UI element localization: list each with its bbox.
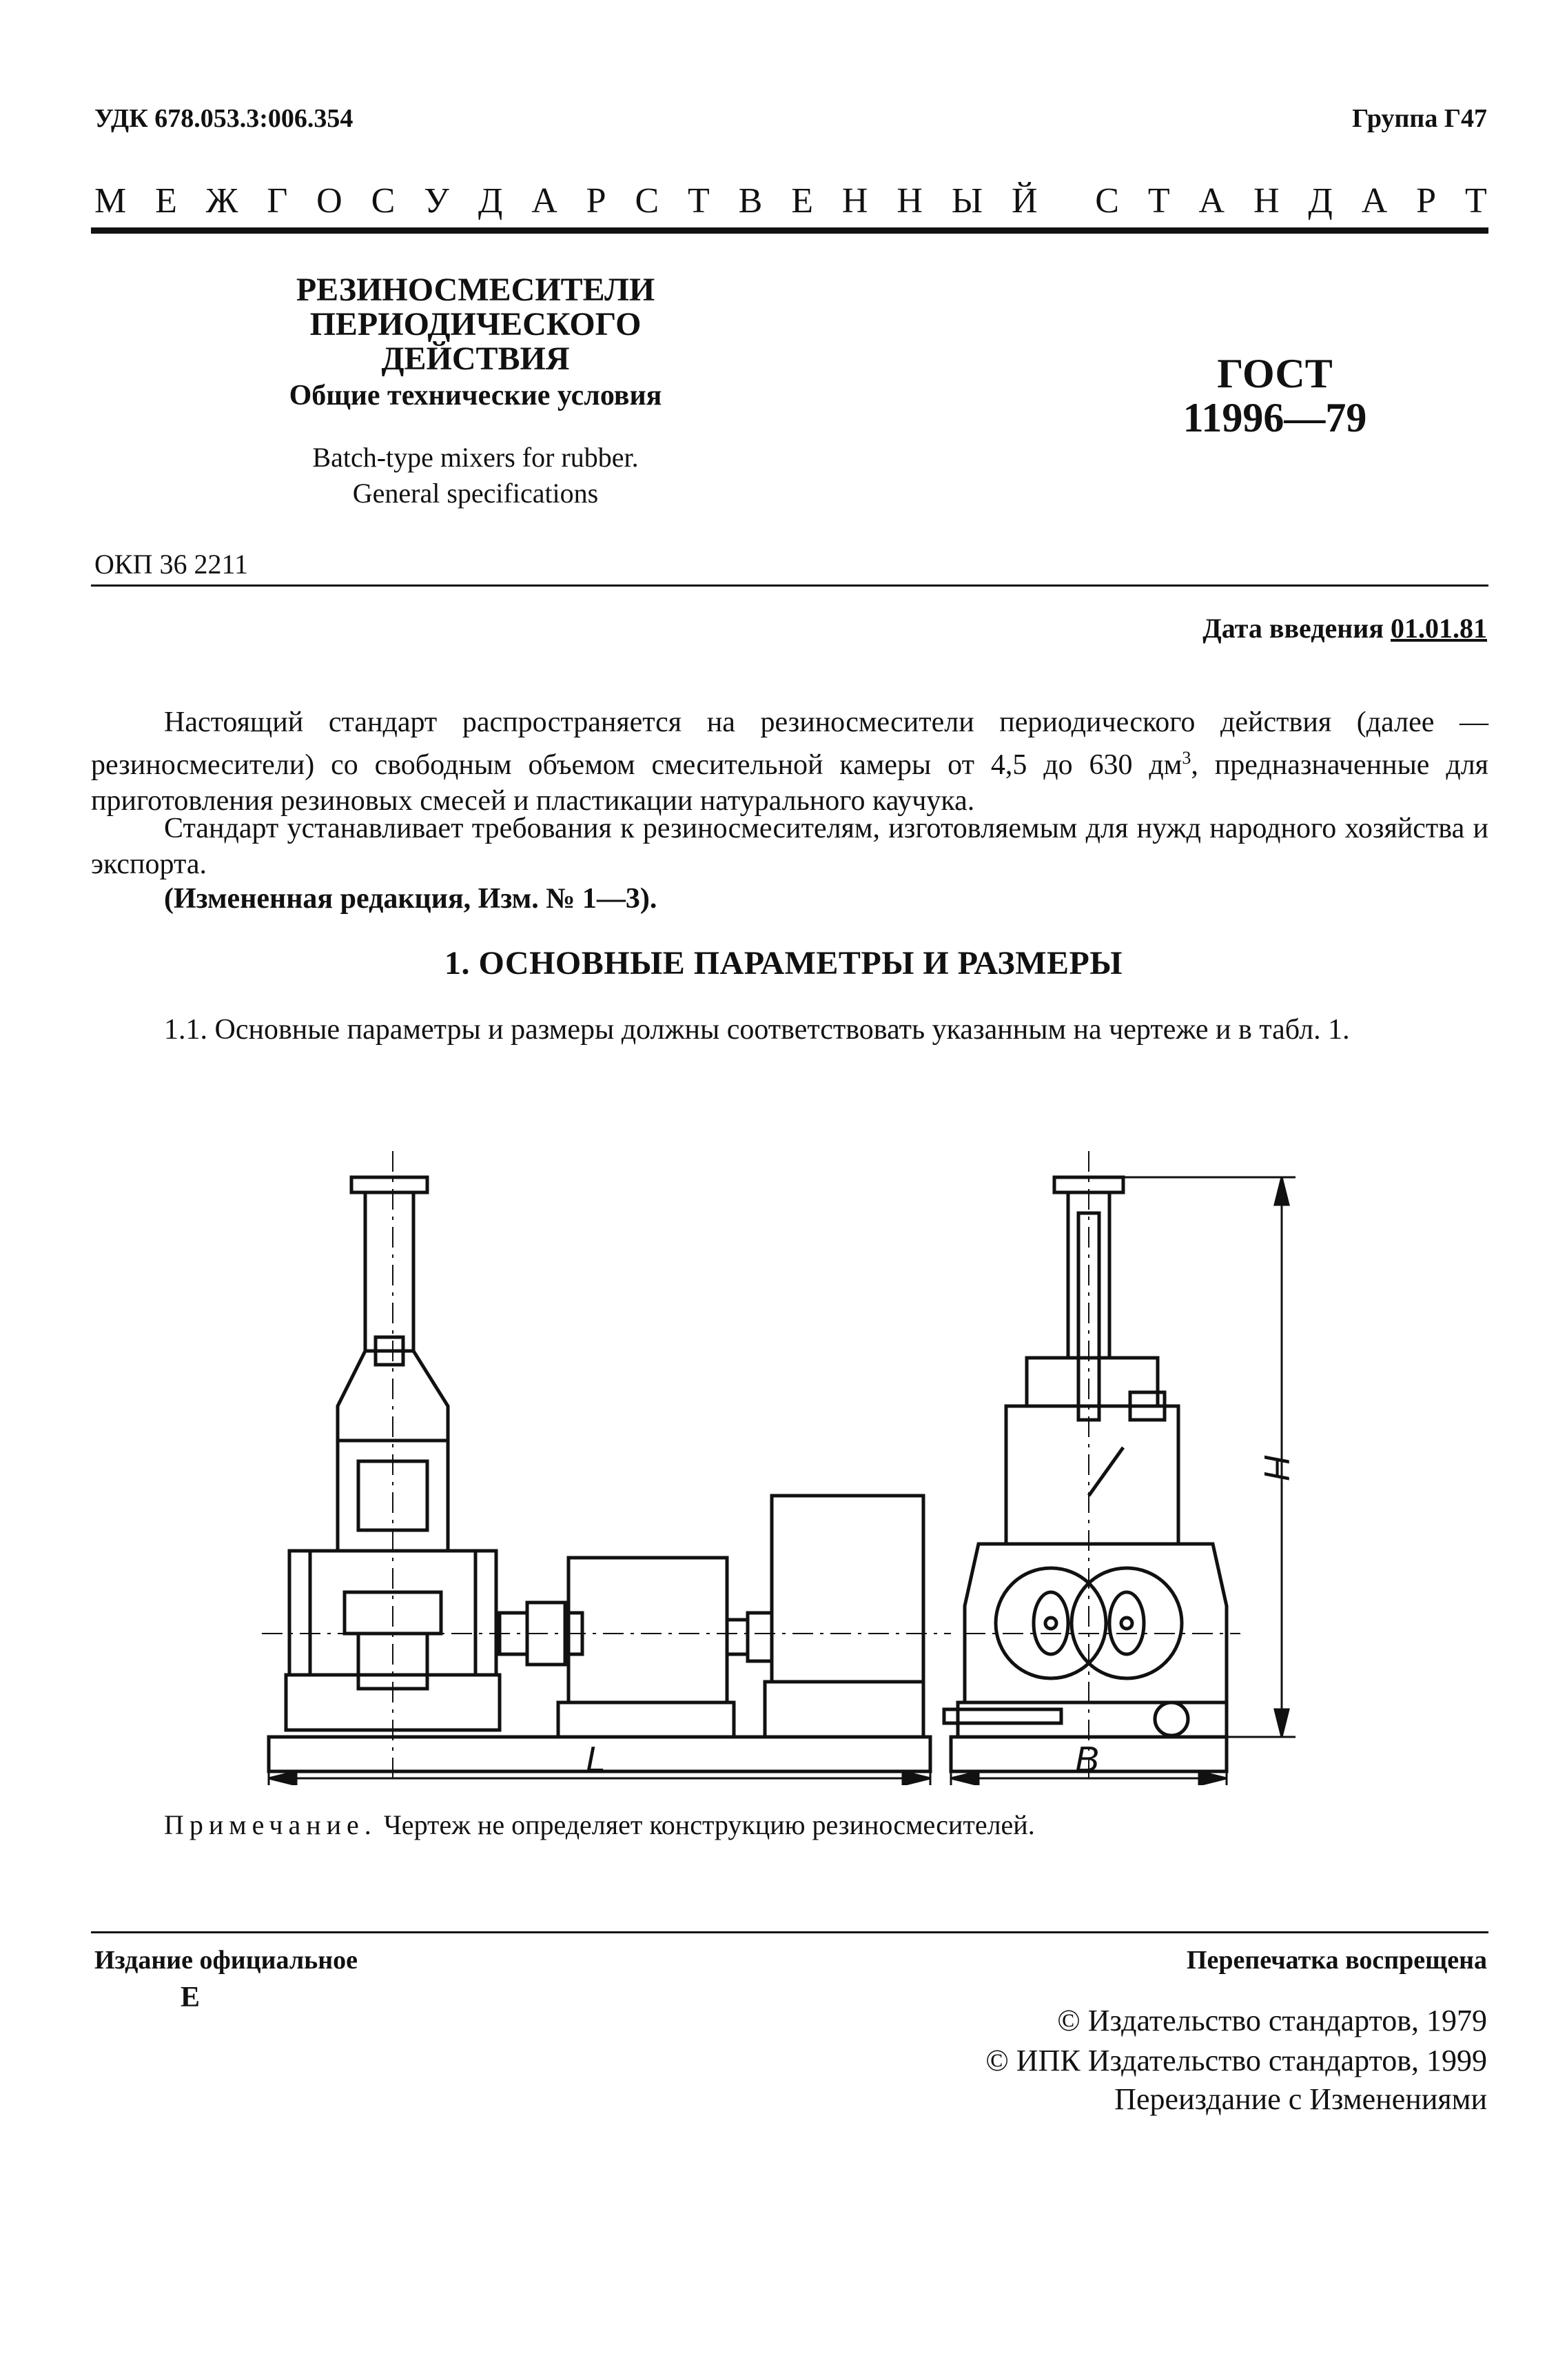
note-text: Чертеж не определяет конструкцию резиносмесителей. (376, 1809, 1035, 1840)
footer-rule (91, 1931, 1488, 1933)
front-view (262, 1151, 951, 1785)
dimension-label-h: H (1256, 1454, 1296, 1481)
heading-letter: С (635, 181, 659, 221)
gost-number: 11996—79 (1182, 395, 1367, 440)
dimension-label-l: L (586, 1740, 606, 1780)
english-title-line-2: General specifications (352, 478, 599, 509)
standard-type-heading (94, 181, 1487, 221)
date-label: Дата введения (1202, 613, 1391, 644)
copyright-1999: © ИПК Издательство стандартов, 1999 (985, 2044, 1487, 2077)
amendment-note: (Измененная редакция, Изм. № 1—3). (164, 883, 657, 915)
heading-letter: Д (1308, 181, 1333, 221)
paragraph-scope-part-1: Настоящий стандарт распространяется на резиносмесители периодического действия (далее — резиносмесители) со свободным объемом смесительной камеры от 4,5 до 630 дм (91, 706, 1488, 781)
paragraph-requirements: Стандарт устанавливает требования к резиносмесителям, изготовляемым для нужд народного хозяйства и экспорта. (91, 813, 1488, 880)
note-label: Примечание. (164, 1809, 377, 1840)
okp-code: ОКП 36 2211 (94, 549, 248, 580)
heading-letter: Е (155, 181, 177, 221)
heading-letter: У (424, 181, 449, 221)
heading-letter: А (531, 181, 557, 221)
heading-letter: Ж (205, 181, 238, 221)
document-subtitle: Общие технические условия (289, 380, 662, 411)
copyright-1979: © Издательство стандартов, 1979 (1057, 2004, 1487, 2037)
heading-letter: Н (897, 181, 923, 221)
title-line-1: РЕЗИНОСМЕСИТЕЛИ ПЕРИОДИЧЕСКОГО (296, 272, 655, 343)
title-line-2: ДЕЙСТВИЯ (381, 340, 570, 377)
heading-letter: А (1198, 181, 1225, 221)
title-rule (91, 584, 1488, 587)
section-heading: 1. ОСНОВНЫЕ ПАРАМЕТРЫ И РАЗМЕРЫ (444, 945, 1123, 982)
heading-letter: Д (478, 181, 503, 221)
introduction-date (1202, 612, 1487, 644)
heading-letter: Й (1011, 181, 1038, 221)
heading-letter: М (94, 181, 127, 221)
heading-letter: Н (1253, 181, 1280, 221)
heading-letter: В (738, 181, 763, 221)
heading-letter: Т (1464, 181, 1487, 221)
mixer-drawing (262, 1137, 1309, 1785)
heading-letter: Т (1147, 181, 1170, 221)
header-rule (91, 227, 1488, 234)
edition-mark: Е (181, 1982, 201, 2013)
dimension-lines (269, 1177, 1295, 1785)
unit-superscript: 3 (1182, 748, 1191, 768)
heading-letter: Р (1416, 181, 1437, 221)
heading-letter: Т (688, 181, 710, 221)
gost-designation (1130, 352, 1420, 440)
reprint-prohibited: Перепечатка воспрещена (1186, 1946, 1487, 1975)
date-value: 01.01.81 (1391, 613, 1487, 644)
english-title (262, 440, 689, 511)
english-title-line-1: Batch-type mixers for rubber. (312, 442, 639, 473)
heading-letter: Р (586, 181, 606, 221)
heading-letter: Г (267, 181, 288, 221)
paragraph-scope-part-2: , предназначенные для приготовления резиновых смесей и пластикации натурального каучука. (91, 749, 1488, 817)
heading-letter: О (316, 181, 342, 221)
heading-letter: А (1361, 181, 1388, 221)
udk-code: УДК 678.053.3:006.354 (94, 104, 354, 133)
dimension-label-b: B (1075, 1740, 1099, 1780)
reissue-note: Переиздание с Изменениями (1114, 2082, 1487, 2116)
heading-letter: С (371, 181, 396, 221)
drawing-note (164, 1809, 1035, 1841)
gost-label: ГОСТ (1217, 351, 1333, 396)
heading-letter: Ы (951, 181, 983, 221)
heading-letter: Н (841, 181, 868, 221)
heading-letter: С (1095, 181, 1119, 221)
group-code: Группа Г47 (1352, 104, 1487, 133)
side-view (944, 1151, 1240, 1785)
paragraph-scope (91, 704, 1488, 819)
document-title (262, 273, 689, 376)
paragraph-1-1: 1.1. Основные параметры и размеры должны соответствовать указанным на чертеже и в табл. 1. (164, 1014, 1350, 1046)
official-edition: Издание официальное (94, 1946, 358, 1975)
heading-letter: Е (791, 181, 813, 221)
